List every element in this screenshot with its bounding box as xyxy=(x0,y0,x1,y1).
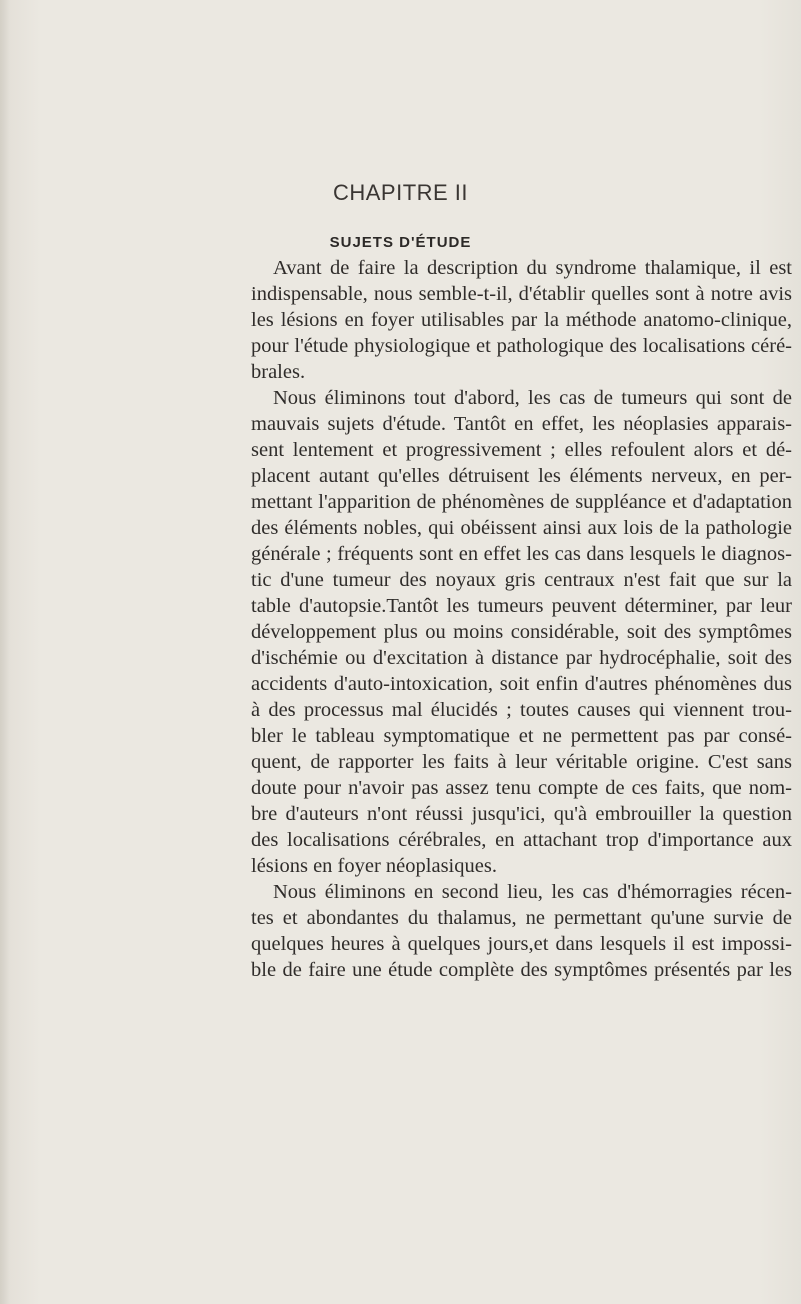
text-line: à des processus mal élucidés ; toutes causes qui viennent trou- xyxy=(251,699,792,721)
text-line: des éléments nobles, qui obéissent ainsi aux lois de la pathologie xyxy=(251,517,792,539)
text-line: table d'autopsie.Tantôt les tumeurs peuvent déterminer, par leur xyxy=(251,595,792,617)
text-line: accidents d'auto-intoxication, soit enfin d'autres phénomènes dus xyxy=(251,673,792,695)
text-line: générale ; fréquents sont en effet les cas dans lesquels le diagnos- xyxy=(251,543,792,565)
text-line: tes et abondantes du thalamus, ne permettant qu'une survie de xyxy=(251,907,792,929)
text-line: pour l'étude physiologique et pathologique des localisations céré- xyxy=(251,335,792,357)
text-line: des localisations cérébrales, en attachant trop d'importance aux xyxy=(251,829,792,851)
text-line: placent autant qu'elles détruisent les éléments nerveux, en per- xyxy=(251,465,792,487)
text-line: Nous éliminons tout d'abord, les cas de tumeurs qui sont de xyxy=(273,387,792,409)
text-line: doute pour n'avoir pas assez tenu compte de ces faits, que nom- xyxy=(251,777,792,799)
text-line: bre d'auteurs n'ont réussi jusqu'ici, qu'à embrouiller la question xyxy=(251,803,792,825)
text-line: ble de faire une étude complète des symptômes présentés par les xyxy=(251,959,792,981)
text-line: développement plus ou moins considérable, soit des symptômes xyxy=(251,621,792,643)
text-line: mauvais sujets d'étude. Tantôt en effet, les néoplasies apparais- xyxy=(251,413,792,435)
text-line: brales. xyxy=(251,361,306,383)
text-line: mettant l'apparition de phénomènes de suppléance et d'adaptation xyxy=(251,491,792,513)
text-line: indispensable, nous semble-t-il, d'établir quelles sont à notre avis xyxy=(251,283,792,305)
text-line: d'ischémie ou d'excitation à distance par hydrocéphalie, soit des xyxy=(251,647,792,669)
text-line: bler le tableau symptomatique et ne permettent pas par consé- xyxy=(251,725,792,747)
text-line: quelques heures à quelques jours,et dans lesquels il est impossi- xyxy=(251,933,792,955)
text-line: Avant de faire la description du syndrome thalamique, il est xyxy=(273,257,792,279)
text-line: quent, de rapporter les faits à leur véritable origine. C'est sans xyxy=(251,751,792,773)
text-line: les lésions en foyer utilisables par la méthode anatomo-clinique, xyxy=(251,309,792,331)
text-line: Nous éliminons en second lieu, les cas d'hémorragies récen- xyxy=(273,881,792,903)
text-line: sent lentement et progressivement ; elles refoulent alors et dé- xyxy=(251,439,792,461)
text-line: tic d'une tumeur des noyaux gris centraux n'est fait que sur la xyxy=(251,569,792,591)
chapter-heading: CHAPITRE II xyxy=(332,180,469,205)
section-heading: SUJETS D'ÉTUDE xyxy=(329,234,472,251)
text-line: lésions en foyer néoplasiques. xyxy=(251,855,497,877)
